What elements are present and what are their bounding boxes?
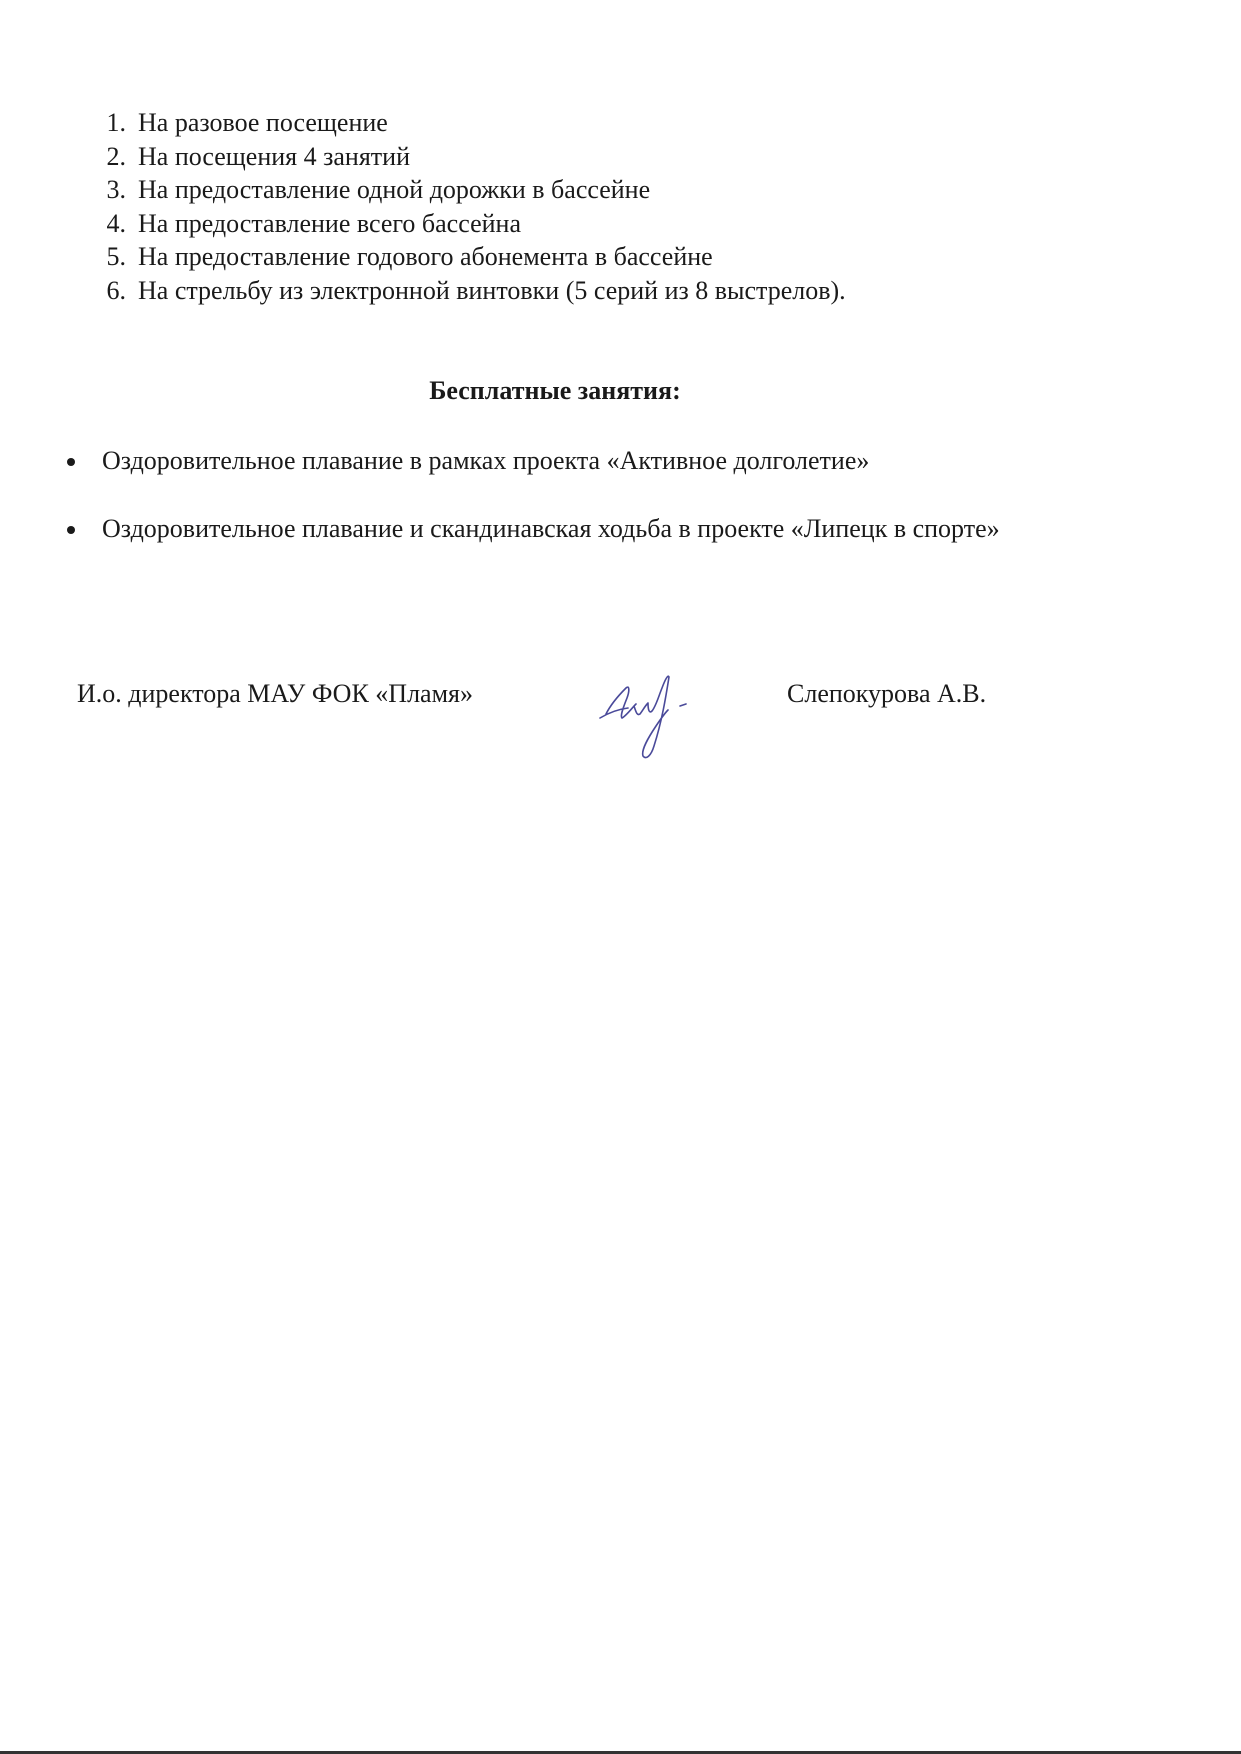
list-item <box>96 240 846 274</box>
list-item-text: На предоставление всего бассейна <box>138 208 521 238</box>
list-item-number: 6. <box>106 275 126 305</box>
list-item <box>96 140 846 174</box>
list-item-number: 4. <box>106 208 126 238</box>
list-item-text: На предоставление одной дорожки в бассейне <box>138 175 651 204</box>
list-item-number: 2. <box>106 141 126 171</box>
list-item-text: На разовое посещение <box>138 108 388 137</box>
list-item <box>62 444 1022 478</box>
free-classes-list <box>62 444 1022 580</box>
list-item-text: На посещения 4 занятий <box>138 141 410 171</box>
list-item <box>62 512 1022 546</box>
bullet-icon <box>62 444 102 478</box>
list-item-text: На стрельбу из электронной винтовки (5 серий из 8 выстрелов). <box>138 275 846 305</box>
list-item-number: 3. <box>106 175 126 204</box>
signatory-name: Слепокурова А.В. <box>787 679 987 708</box>
list-item <box>96 106 846 140</box>
list-item-text: Оздоровительное плавание и скандинавская ходьба в проекте «Липецк в спорте» <box>102 514 1000 543</box>
list-item-text: На предоставление годового абонемента в бассейне <box>138 242 713 271</box>
list-item-number: 1. <box>106 108 126 137</box>
bullet-icon <box>62 512 102 546</box>
list-item-number: 5. <box>106 242 126 271</box>
list-item <box>96 207 846 241</box>
handwritten-signature <box>596 666 706 766</box>
signatory-position: И.о. директора МАУ ФОК «Пламя» <box>77 679 474 708</box>
free-classes-heading: Бесплатные занятия: <box>429 376 681 405</box>
list-item <box>96 274 846 308</box>
list-item <box>96 173 846 207</box>
services-numbered-list <box>96 106 846 307</box>
list-item-text: Оздоровительное плавание в рамках проекта «Активное долголетие» <box>102 446 870 475</box>
